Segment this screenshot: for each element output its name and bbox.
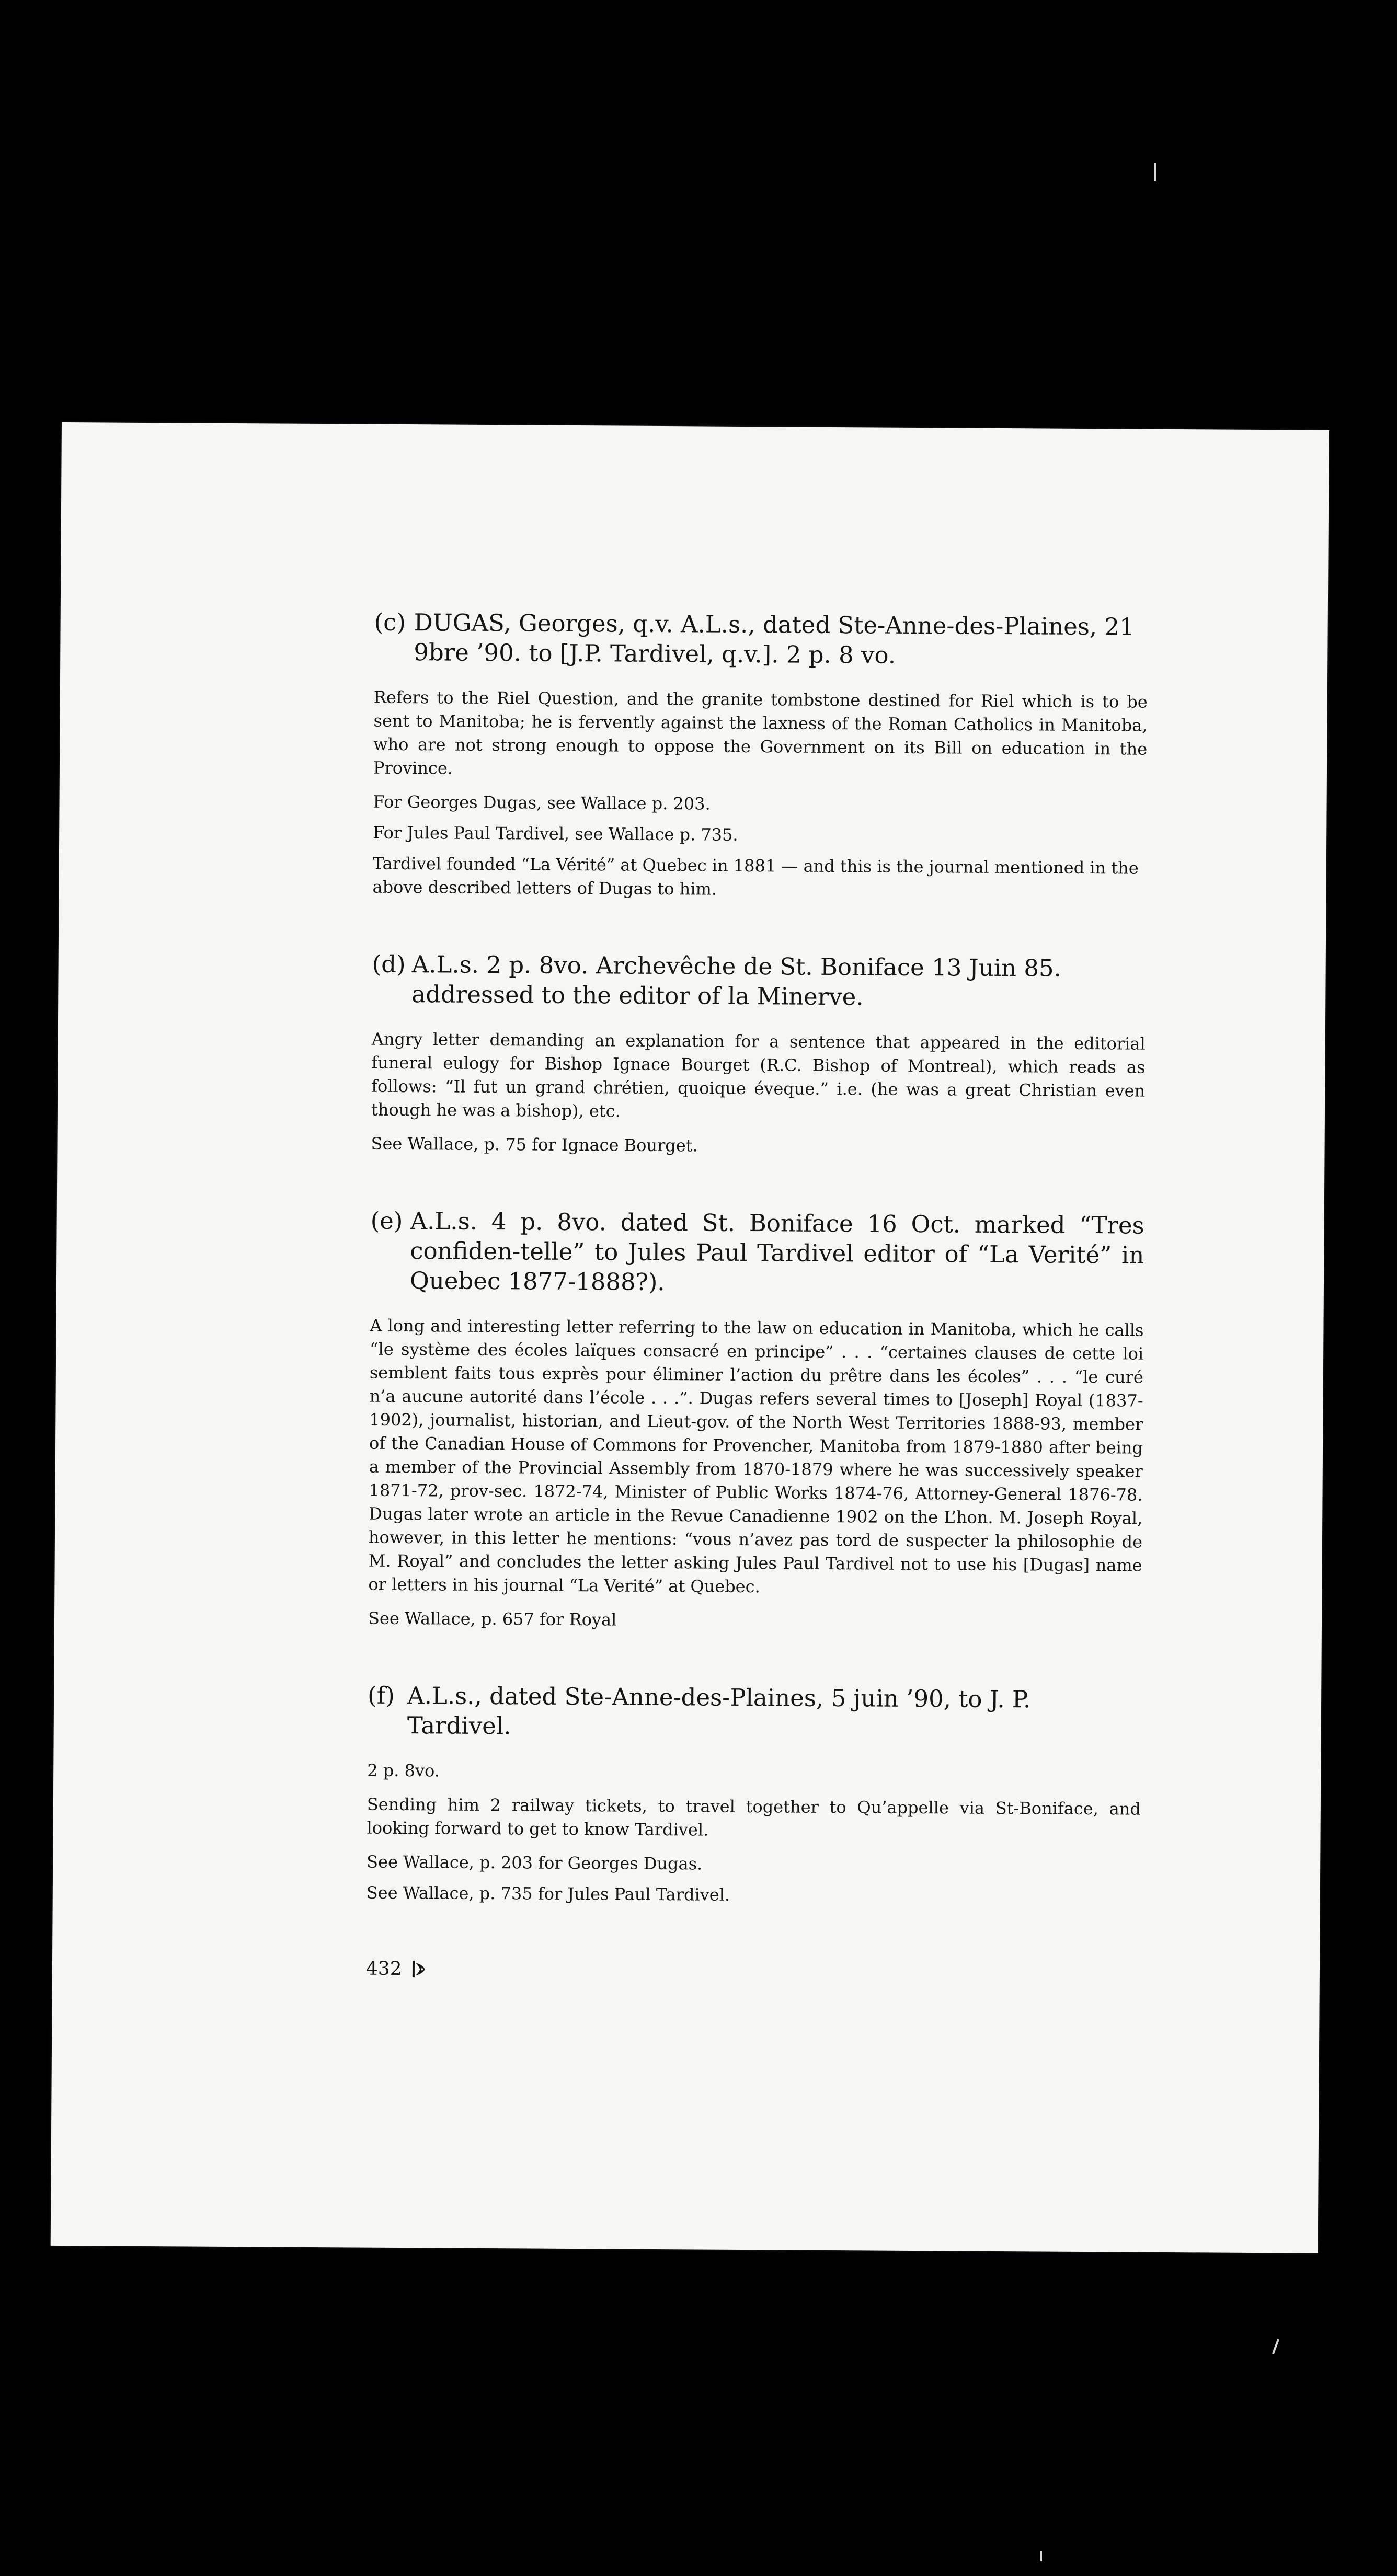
reference-note: See Wallace, p. 75 for Ignace Bourget.: [371, 1133, 698, 1156]
reference-note: See Wallace, p. 203 for Georges Dugas.: [367, 1852, 703, 1874]
entry-heading: [370, 1206, 1144, 1300]
entry-description: Sending him 2 railway tickets, to travel together to Qu’appelle via St-Boniface, and looking forward to get to know Tardivel.: [367, 1794, 1141, 1840]
entry-description: Angry letter demanding an explanation for a sentence that appeared in the editorial funeral eulogy for Bishop Ignace Bourget (R.C. Bishop of Montreal), which reads as follows: “Il fut un grand chrétien, quoique éveque.” i.e. (he was a great Christian even though he was a bishop), etc.: [371, 1029, 1146, 1121]
scan-speck: [1040, 2551, 1042, 2561]
entry-heading: [372, 949, 1146, 1014]
entry-title: DUGAS, Georges, q.v. A.L.s., dated Ste-Anne-des-Plaines, 21 9bre ’90. to [J.P. Tardivel, q.v.]. 2 p. 8 vo.: [414, 608, 1135, 669]
scan-speck: [1154, 163, 1156, 181]
fleuron-icon: [411, 1959, 427, 1980]
reference-note: For Jules Paul Tardivel, see Wallace p. 735.: [373, 822, 738, 845]
page-footer: [366, 1957, 1140, 1986]
entry-letter: (c): [374, 608, 406, 637]
page-content: [366, 607, 1148, 1986]
entry-description: Refers to the Riel Question, and the granite tombstone destined for Riel which is to be sent to Manitoba; he is fervently against the laxness of the Roman Catholics in Manitoba, who are not strong enough to oppose the Government on its Bill on education in the Province.: [373, 687, 1148, 778]
entry-format: 2 p. 8vo.: [367, 1760, 440, 1781]
reference-note: See Wallace, p. 657 for Royal: [368, 1608, 617, 1630]
page-number: 432: [365, 1958, 402, 1980]
scan-speck: [1272, 2339, 1279, 2354]
reference-note: For Georges Dugas, see Wallace p. 203.: [373, 791, 711, 814]
entry-title: A.L.s. 4 p. 8vo. dated St. Boniface 16 Oct. marked “Tres confiden-telle” to Jules Paul Tardivel editor of “La Verité” in Quebec 1877-1888?).: [409, 1207, 1144, 1296]
reference-note: Tardivel founded “La Vérité” at Quebec in 1881 — and this is the journal mentioned in the above described letters of Dugas to him.: [372, 853, 1139, 899]
document-page: [51, 422, 1329, 2253]
entry-f: [367, 1681, 1142, 1910]
reference-note: See Wallace, p. 735 for Jules Paul Tardivel.: [366, 1882, 730, 1905]
entry-title: A.L.s., dated Ste-Anne-des-Plaines, 5 juin ’90, to J. P. Tardivel.: [407, 1682, 1031, 1740]
entry-d: [371, 949, 1146, 1160]
entry-e: [368, 1206, 1144, 1635]
entry-letter: (d): [372, 950, 406, 979]
entry-description: A long and interesting letter referring to the law on education in Manitoba, which he calls “le système des écoles laïques consacré en principe” . . . “certaines clauses de cette loi semblent faits tous exprès pour éliminer l’action du prêtre dans les écoles” . . . “le curé n’a aucune autorité dans l’école . . .”. Dugas refers several times to [Joseph] Royal (1837-1902), journalist, historian, and Lieut-gov. of the North West Territories 1888-93, member of the Canadian House of Commons for Provencher, Manitoba from 1879-1880 after being a member of the Provincial Assembly from 1870-1879 where he was successively speaker 1871-72, prov-sec. 1872-74, Minister of Public Works 1874-76, Attorney-General 1876-78. Dugas later wrote an article in the Revue Canadienne 1902 on the L’hon. M. Joseph Royal, however, in this letter he mentions: “vous n’avez pas tord de suspecter la philosophie de M. Royal” and concludes the letter asking Jules Paul Tardivel not to use his [Dugas] name or letters in his journal “La Verité” at Quebec.: [368, 1315, 1144, 1597]
entry-heading: [374, 607, 1148, 672]
entry-letter: (e): [370, 1206, 403, 1235]
entry-title: A.L.s. 2 p. 8vo. Archevêche de St. Boniface 13 Juin 85. addressed to the editor of la Minerve.: [411, 950, 1062, 1011]
entry-letter: (f): [367, 1681, 395, 1709]
entry-heading: [368, 1681, 1142, 1745]
entry-c: [372, 607, 1148, 904]
